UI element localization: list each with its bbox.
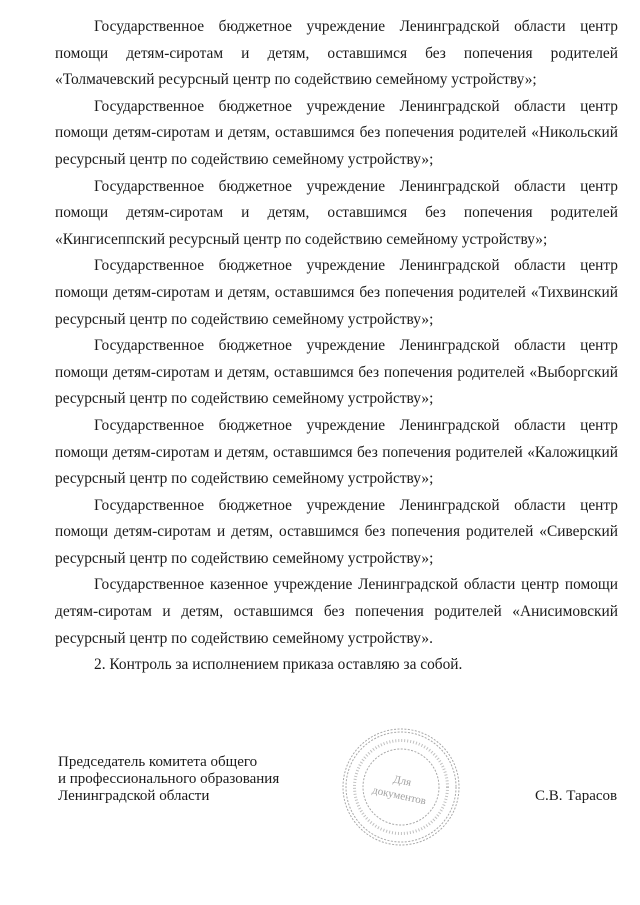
signatory-name: С.В. Тарасов xyxy=(535,788,618,804)
paragraph-tolmachevsky: Государственное бюджетное учреждение Ленинградской области центр помощи детям-сиротам и детям, оставшимся без попечения родителей «Толмачевский ресурсный центр по содействию семейному устройству»; xyxy=(55,18,618,89)
signatory-title-line: и профессионального образования xyxy=(58,771,280,787)
item-2-control: 2. Контроль за исполнением приказа оставляю за собой. xyxy=(94,656,463,674)
stamp-text-line2: документов xyxy=(371,784,428,808)
paragraph-kalozhitsy: Государственное бюджетное учреждение Ленинградской области центр помощи детям-сиротам и детям, оставшимся без попечения родителей «Каложицкий ресурсный центр по содействию семейному устройству»; xyxy=(55,416,618,488)
paragraph-kingisepp: Государственное бюджетное учреждение Ленинградской области центр помощи детям-сиротам и детям, оставшимся без попечения родителей «Кингисеппский ресурсный центр по содействию семейному устройству»; xyxy=(55,177,618,248)
signatory-title-line: Ленинградской области xyxy=(58,788,210,804)
paragraph-siversky: Государственное бюджетное учреждение Ленинградской области центр помощи детям-сиротам и детям, оставшимся без попечения родителей «Сиверский ресурсный центр по содействию семейному устройству»; xyxy=(55,496,618,567)
document-body xyxy=(55,14,618,679)
stamp-icon xyxy=(341,727,461,847)
paragraph-tikhvin: Государственное бюджетное учреждение Ленинградской области центр помощи детям-сиротам и детям, оставшимся без попечения родителей «Тихвинский ресурсный центр по содействию семейному устройству»; xyxy=(55,257,618,328)
paragraph-vyborg: Государственное бюджетное учреждение Ленинградской области центр помощи детям-сиротам и детям, оставшимся без попечения родителей «Выборгский ресурсный центр по содействию семейному устройству»; xyxy=(55,337,618,408)
signatory-title xyxy=(58,754,279,805)
signatory-title-line: Председатель комитета общего xyxy=(58,754,258,770)
stamp-text-line1: Для xyxy=(392,773,413,789)
official-stamp xyxy=(341,727,461,847)
paragraph-anisimovsky: Государственное казенное учреждение Ленинградской области центр помощи детям-сиротам и детям, оставшимся без попечения родителей «Анисимовский ресурсный центр по содействию семейному устройству». xyxy=(55,576,618,647)
paragraph-nikolsky: Государственное бюджетное учреждение Ленинградской области центр помощи детям-сиротам и детям, оставшимся без попечения родителей «Никольский ресурсный центр по содействию семейному устройству»; xyxy=(55,97,618,168)
